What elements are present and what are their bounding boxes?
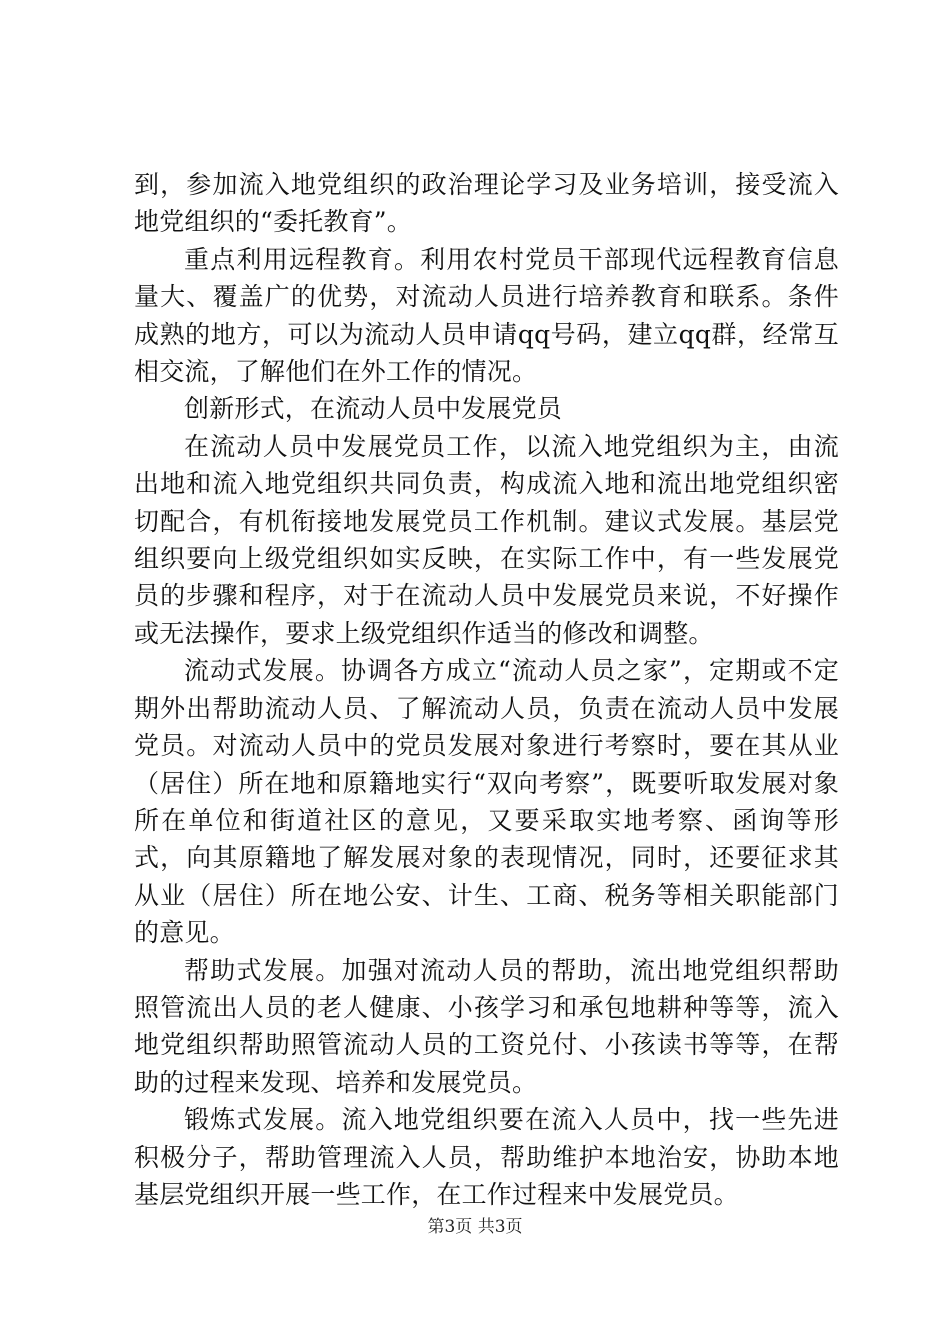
paragraph-training-development: 锻炼式发展。流入地党组织要在流入人员中，找一些先进积极分子，帮助管理流入人员，帮助维护本地治安，协助本地基层党组织开展一些工作，在工作过程来中发展党员。: [134, 1105, 839, 1209]
section-heading: 创新形式，在流动人员中发展党员: [184, 394, 563, 424]
paragraph-mobile-development: 流动式发展。协调各方成立“流动人员之家”，定期或不定期外出帮助流动人员、了解流动人员，负责在流动人员中发展党员。对流动人员中的党员发展对象进行考察时，要在其从业（居住）所在地和原籍地实行“双向考察”，既要听取发展对象所在单位和街道社区的意见，又要采取实地考察、函询等形式，向其原籍地了解发展对象的表现情况，同时，还要征求其从业（居住）所在地公安、计生、工商、税务等相关职能部门的意见。: [134, 656, 839, 948]
paragraph-continued: 到，参加流入地党组织的政治理论学习及业务培训，接受流入地党组织的“委托教育”。: [134, 170, 839, 237]
page-number-footer: 第3页 共3页: [427, 1217, 523, 1237]
paragraph-assisted-development: 帮助式发展。加强对流动人员的帮助，流出地党组织帮助照管流出人员的老人健康、小孩学习和承包地耕种等等，流入地党组织帮助照管流动人员的工资兑付、小孩读书等等，在帮助的过程来发现、培养和发展党员。: [134, 955, 839, 1097]
paragraph-development-mechanism: 在流动人员中发展党员工作，以流入地党组织为主，由流出地和流入地党组织共同负责，构成流入地和流出地党组织密切配合，有机衔接地发展党员工作机制。建议式发展。基层党组织要向上级党组织如实反映，在实际工作中，有一些发展党员的步骤和程序，对于在流动人员中发展党员来说，不好操作或无法操作，要求上级党组织作适当的修改和调整。: [134, 431, 839, 648]
paragraph-remote-education: 重点利用远程教育。利用农村党员干部现代远程教育信息量大、覆盖广的优势，对流动人员进行培养教育和联系。条件成熟的地方，可以为流动人员申请qq号码，建立qq群，经常互相交流，了解他们在外工作的情况。: [134, 244, 839, 387]
document-body: [134, 166, 839, 1213]
